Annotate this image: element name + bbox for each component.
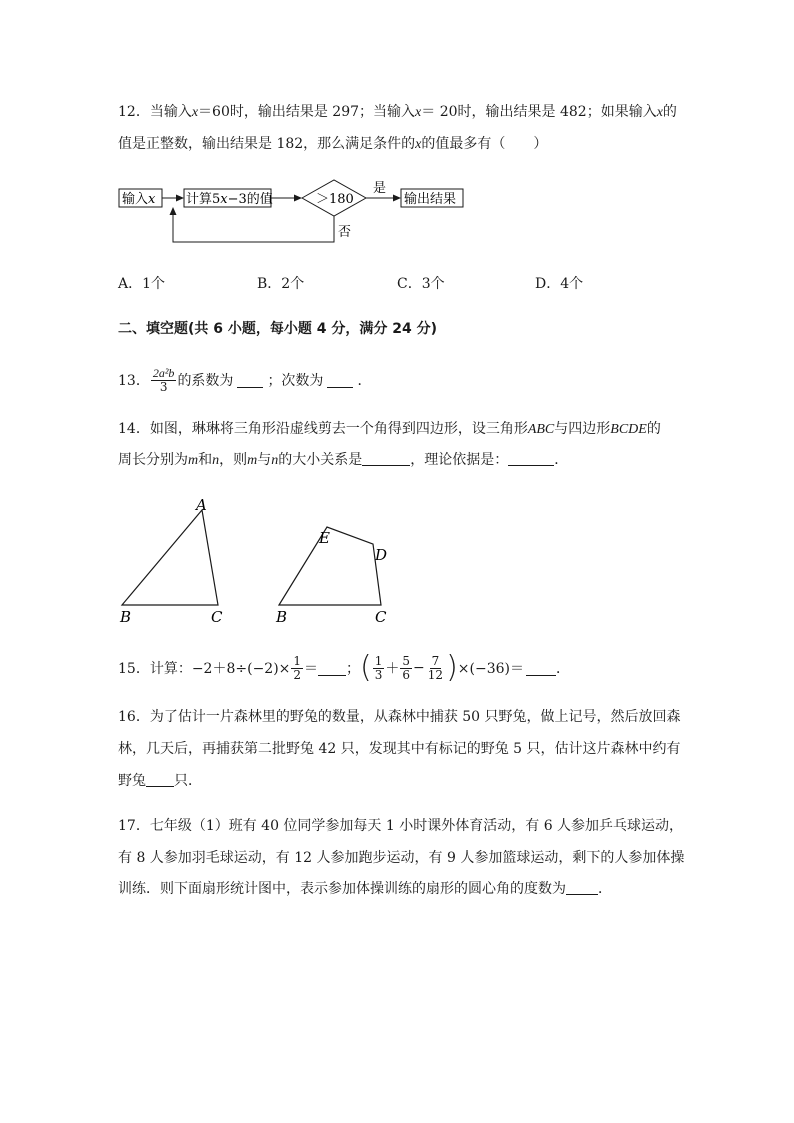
q16-line3 [118,771,202,791]
option-d[interactable]: D．4个 [535,276,584,292]
q12-text: ＝60时，输出结果是 297；当输入 [198,104,416,120]
q13-text: ． [357,373,372,389]
label-e: E [319,529,330,547]
q14-text: ，理论依据是： [410,452,509,468]
q12-text: 值是正整数，输出结果是 182，那么满足条件的 [118,136,416,152]
answer-blank[interactable] [362,451,410,466]
q16-line2: 林，几天后，再捕获第二批野兔 42 只，发现其中有标记的野兔 5 只，估计这片森林中约有 [118,741,681,757]
var-bcde: BCDE [610,422,647,437]
q14-text: ． [554,452,569,468]
triangle-abc [122,510,218,605]
fraction [426,655,445,682]
var-m: m [188,453,199,468]
label-a: A [196,496,207,514]
q13 [118,360,371,400]
fraction-denominator: 6 [402,667,411,682]
q12-text: 12．当输入 [118,104,192,120]
answer-blank[interactable] [508,451,554,466]
q14-line2 [118,450,568,471]
q13-fraction [151,367,177,394]
answer-blank[interactable] [237,373,263,388]
q13-text: ；次数为 [267,373,324,389]
q12-text: 的 [662,104,677,120]
flow-yes-label: 是 [373,181,387,196]
q15-label: 15．计算： [118,661,192,677]
minus-sign: − [413,660,425,676]
answer-blank[interactable] [566,880,598,895]
fraction-numerator: 1 [374,653,383,668]
plus-sign: ＋ [385,661,400,677]
var-x: x [191,105,199,120]
q14-text: 14．如图，琳琳将三角形沿虚线剪去一个角得到四边形，设三角形 [118,421,528,437]
answer-blank[interactable] [526,661,556,676]
q16-text: 野兔 [118,773,146,789]
q13-text: 的系数为 [177,373,234,389]
q16-text: 只． [174,773,202,789]
label-b2: B [276,608,288,626]
answer-blank[interactable] [318,661,346,676]
q17-text: 训练．则下面扇形统计图中，表示参加体操训练的扇形的圆心角的度数为 [118,881,566,897]
q12-text: ＝ 20时，输出结果是 482；如果输入 [421,104,657,120]
arrow-head [170,207,177,215]
option-a[interactable]: A．1个 [118,276,166,292]
left-paren: ( [360,650,372,685]
fraction-denominator: 12 [427,667,444,682]
flow-input-label: 输入x [122,192,156,207]
arrow-head [393,195,401,202]
q12-options [118,274,618,294]
right-paren: ) [446,650,458,685]
fraction-denominator: 3 [159,379,168,394]
equals-sign: ＝ [304,661,319,677]
fraction-numerator: 7 [431,653,440,668]
label-b: B [120,608,132,626]
q17-line3 [118,879,612,899]
q14-text: ，则 [219,452,248,468]
var-n: n [271,453,279,468]
q14-text: 的大小关系是 [278,452,363,468]
q17-text: ． [598,881,612,897]
flow-compute-label: 计算5x−3的值 [186,192,273,207]
q14-text: 与 [257,452,272,468]
q14-text: 和 [198,452,213,468]
answer-blank[interactable] [327,373,353,388]
q14-figures [0,480,794,630]
fraction-numerator: 5 [402,653,411,668]
q15-text: ． [555,661,570,677]
var-x: x [415,137,422,152]
var-x: x [656,105,663,120]
q17-line1: 17．七年级（1）班有 40 位同学参加每天 1 小时课外体育活动，有 6 人参加乒乓球运动， [118,818,684,834]
fraction-denominator: 3 [374,667,383,682]
arrow-head [176,195,184,202]
fraction [291,655,303,682]
flow-condition-label: ＞180 [316,192,354,207]
fraction-numerator: 1 [293,653,302,668]
q17-line2: 有 8 人参加羽毛球运动，有 12 人参加跑步运动，有 9 人参加篮球运动，剩下的人参加体操 [118,850,685,866]
option-c[interactable]: C．3个 [397,276,445,292]
var-n: n [212,453,220,468]
fraction [400,655,412,682]
section-heading: 二、填空题(共 6 小题，每小题 4 分，满分 24 分) [118,321,438,337]
answer-blank[interactable] [146,772,174,787]
q14-text: 的 [646,421,661,437]
q16-line1: 16．为了估计一片森林里的野兔的数量，从森林中捕获 50 只野兔，做上记号，然后放回森 [118,709,681,725]
option-b[interactable]: B．2个 [257,276,305,292]
label-c: C [211,608,223,626]
quadrilateral-bcde [279,527,381,605]
fraction-denominator: 2 [293,667,302,682]
flow-output-label: 输出结果 [404,192,457,207]
fraction [373,655,385,682]
label-c2: C [375,608,387,626]
q15-separator: ； [346,661,361,677]
var-x: x [415,105,422,120]
flow-no-label: 否 [338,225,352,240]
q15 [118,650,570,686]
q14-text: 周长分别为 [118,452,188,468]
var-m: m [247,453,258,468]
q14-text: 与四边形 [554,421,611,437]
q15-expression: −2＋8÷(−2)× [191,661,291,677]
label-d: D [375,546,388,564]
q14-line1 [118,419,661,440]
q12-text: 的值最多有（ ） [421,136,548,152]
fraction-numerator: 2a²b [152,365,175,380]
arrow-head [294,195,302,202]
q13-number: 13． [118,373,150,389]
q15-expression: ×(−36)＝ [457,661,524,677]
var-abc: ABC [527,422,555,437]
q12-flowchart [0,0,794,260]
